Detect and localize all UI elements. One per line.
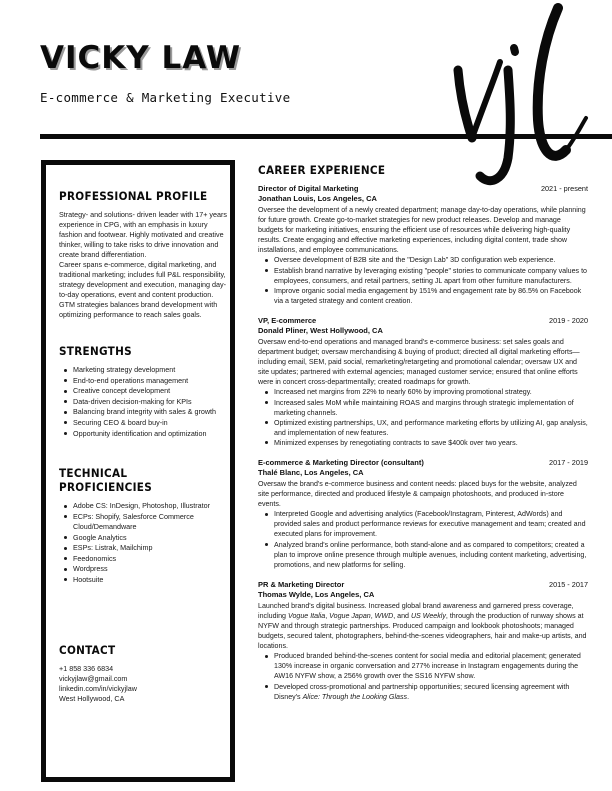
job-bullet: Increased net margins from 22% to nearly 60% by improving promotional strategy. — [274, 387, 588, 397]
job-dates: 2019 - 2020 — [549, 315, 588, 325]
job-description: Oversaw end-to-end operations and managed brand's e-commerce business: set sales goals and department budget; oversaw merchandising & buying of product; directed all digital marketing efforts—including email, SEM, paid social, remarketing/retargeting and promotional calendar; oversaw UX and site updates; partnered with external agencies; managed customer service; ensured that online efforts were in concert cross-departmentally; created roadmaps for growth. — [258, 337, 580, 387]
job-title: Director of Digital Marketing — [258, 184, 359, 193]
profile-text — [59, 210, 227, 320]
profile-paragraph: Strategy- and solutions- driven leader with 17+ years experience in CPG, with an emphasis in luxury fashion and footwear. Highly motivated and creative thinker, willing to take risks to drive innovation and create brand differentiation. — [59, 210, 227, 259]
contact-email[interactable]: vickyjlaw@gmail.com — [59, 674, 128, 684]
resume-name: VICKY LAW — [40, 40, 242, 76]
career-experience-heading: CAREER EXPERIENCE — [258, 163, 386, 177]
strength-item: Creative concept development — [73, 386, 218, 397]
strength-item: Securing CEO & board buy-in — [73, 418, 218, 429]
header-rule — [40, 134, 612, 139]
strength-item: Marketing strategy development — [73, 365, 218, 376]
job-entry — [258, 580, 588, 702]
strengths-list — [59, 365, 218, 439]
technical-item: ESPs: Listrak, Mailchimp — [73, 543, 218, 554]
job-bullets — [258, 387, 588, 448]
job-bullet: Analyzed brand's online performance, both stand-alone and as compared to competitors; created a plan to improve online presence through multiple avenues, including content marketing, advertising, promotions, and new platforms for selling. — [274, 540, 587, 569]
contact-heading: CONTACT — [59, 643, 116, 658]
job-title: E-commerce & Marketing Director (consultant) — [258, 457, 424, 467]
job-title: VP, E-commerce — [258, 315, 317, 325]
job-company: Jonathan Louis, Los Angeles, CA — [258, 194, 377, 203]
strength-item: Data-driven decision-making for KPIs — [73, 397, 218, 408]
job-entry — [258, 316, 588, 448]
resume-subtitle: E-commerce & Marketing Executive — [40, 90, 291, 105]
technical-list — [59, 501, 218, 585]
sidebar — [41, 160, 235, 782]
job-bullet: Oversee development of B2B site and the "Design Lab" 3D configuration web experience. — [274, 255, 588, 265]
job-dates: 2017 - 2019 — [549, 457, 588, 467]
job-bullets — [258, 651, 588, 701]
job-bullets — [258, 509, 588, 570]
strength-item: End-to-end operations management — [73, 376, 218, 387]
strength-item: Balancing brand integrity with sales & growth — [73, 407, 217, 417]
job-dates: 2015 - 2017 — [549, 579, 588, 589]
job-entry — [258, 184, 588, 306]
job-bullet: Increased sales MoM while maintaining ROAS and margins through strategic implementation of marketing channels. — [274, 398, 588, 418]
strengths-heading: STRENGTHS — [59, 344, 132, 358]
job-description: Oversee the development of a newly created department; manage day-to-day operations, while planning for future growth. Create go-to-market strategies for new product releases. Develop and manage budgets for marketing initiatives, ensuring the efficient use of resources while delivering high-quality results. Create engaging and effective marketing experiences, including digital content, trade show installations, and employee communications. — [258, 206, 586, 255]
job-bullet: Developed cross-promotional and partnership opportunities; secured licensing agreement with Disney's Alice: Through the Looking Glass. — [274, 682, 588, 702]
strengths-section — [59, 344, 218, 439]
technical-item: Hootsuite — [73, 575, 218, 586]
profile-heading: PROFESSIONAL PROFILE — [59, 189, 208, 203]
job-company: Thomas Wylde, Los Angeles, CA — [258, 589, 375, 599]
technical-proficiencies-section — [59, 466, 218, 585]
contact-section — [59, 643, 218, 704]
job-description: Launched brand's digital business. Increased global brand awareness and garnered press coverage, including Vogue Italia, Vogue Japan, WWD, and US Weekly, through the production of runway shows at NYFW and through strategic partnerships. Produced campaign and lookbook photoshoots; managed budgets, secured talent, photographers, behind-the-scenes videographers, hair and make-up artists, and locations. — [258, 601, 587, 651]
profile-paragraph: Career spans e-commerce, digital marketing, and traditional marketing; includes full P&L responsibility, strategy development and execution, managing day-to-day operations, event and content production. GTM strategies balances brand development with optimizing performance to reach sales goals. — [59, 260, 227, 319]
job-bullet: Establish brand narrative by leveraging existing "people" stories to communicate company values to employees, consumers, and retail partners, setting JL apart from other furniture manufacturers. — [274, 266, 587, 285]
job-dates: 2021 - present — [540, 184, 588, 193]
job-title: PR & Marketing Director — [258, 579, 345, 589]
technical-item: ECPs: Shopify, Salesforce Commerce Cloud/Demandware — [73, 512, 218, 533]
job-company: Thalé Blanc, Los Angeles, CA — [258, 467, 364, 477]
technical-item: Wordpress — [73, 564, 218, 575]
technical-item: Google Analytics — [73, 533, 218, 544]
job-bullets — [258, 255, 588, 305]
contact-phone[interactable]: +1 858 336 6834 — [59, 664, 114, 674]
job-bullet: Improve organic social media engagement by 151% and engagement rate by 86.5% on Facebook via a targeted strategy and content creation. — [274, 286, 588, 306]
job-bullet: Produced branded behind-the-scenes content for social media and editorial placement; generated 130% increase in organic conversation and 277% increase in Instagram engagements during the AW16 NYFW show, a 256% growth over the SS16 NYFW show. — [274, 651, 588, 681]
technical-item: Adobe CS: InDesign, Photoshop, Illustrator — [73, 501, 218, 512]
job-description: Oversaw the brand's e-commerce business and content needs: placed buys for the website, analyzed site performance, directed and produced lifestyle & campaign photoshoots, and produced in-store events. — [258, 479, 577, 509]
job-bullet: Interpreted Google and advertising analytics (Facebook/Instagram, Pinterest, AdWords) and provided sales and product performance reviews for executive management and team; created and executed plans for improvement. — [274, 509, 588, 539]
technical-heading: TECHNICAL PROFICIENCIES — [59, 466, 153, 495]
career-experience-section — [258, 163, 588, 712]
job-bullet: Minimized expenses by renegotiating contracts to save $400k over two years. — [274, 438, 588, 448]
job-company: Donald Pliner, West Hollywood, CA — [258, 325, 383, 335]
job-bullet: Optimized existing partnerships, UX, and performance marketing efforts by utilizing AI, gap analysis, and implementation of new features. — [274, 418, 588, 437]
contact-linkedin[interactable]: linkedin.com/in/vickyjlaw — [59, 684, 137, 694]
technical-item: Feedonomics — [73, 554, 218, 565]
contact-location: West Hollywood, CA — [59, 694, 125, 704]
job-entry — [258, 458, 588, 570]
vjl-monogram-logo — [448, 0, 608, 190]
strength-item: Opportunity identification and optimization — [73, 429, 218, 440]
professional-profile-section — [59, 189, 227, 320]
